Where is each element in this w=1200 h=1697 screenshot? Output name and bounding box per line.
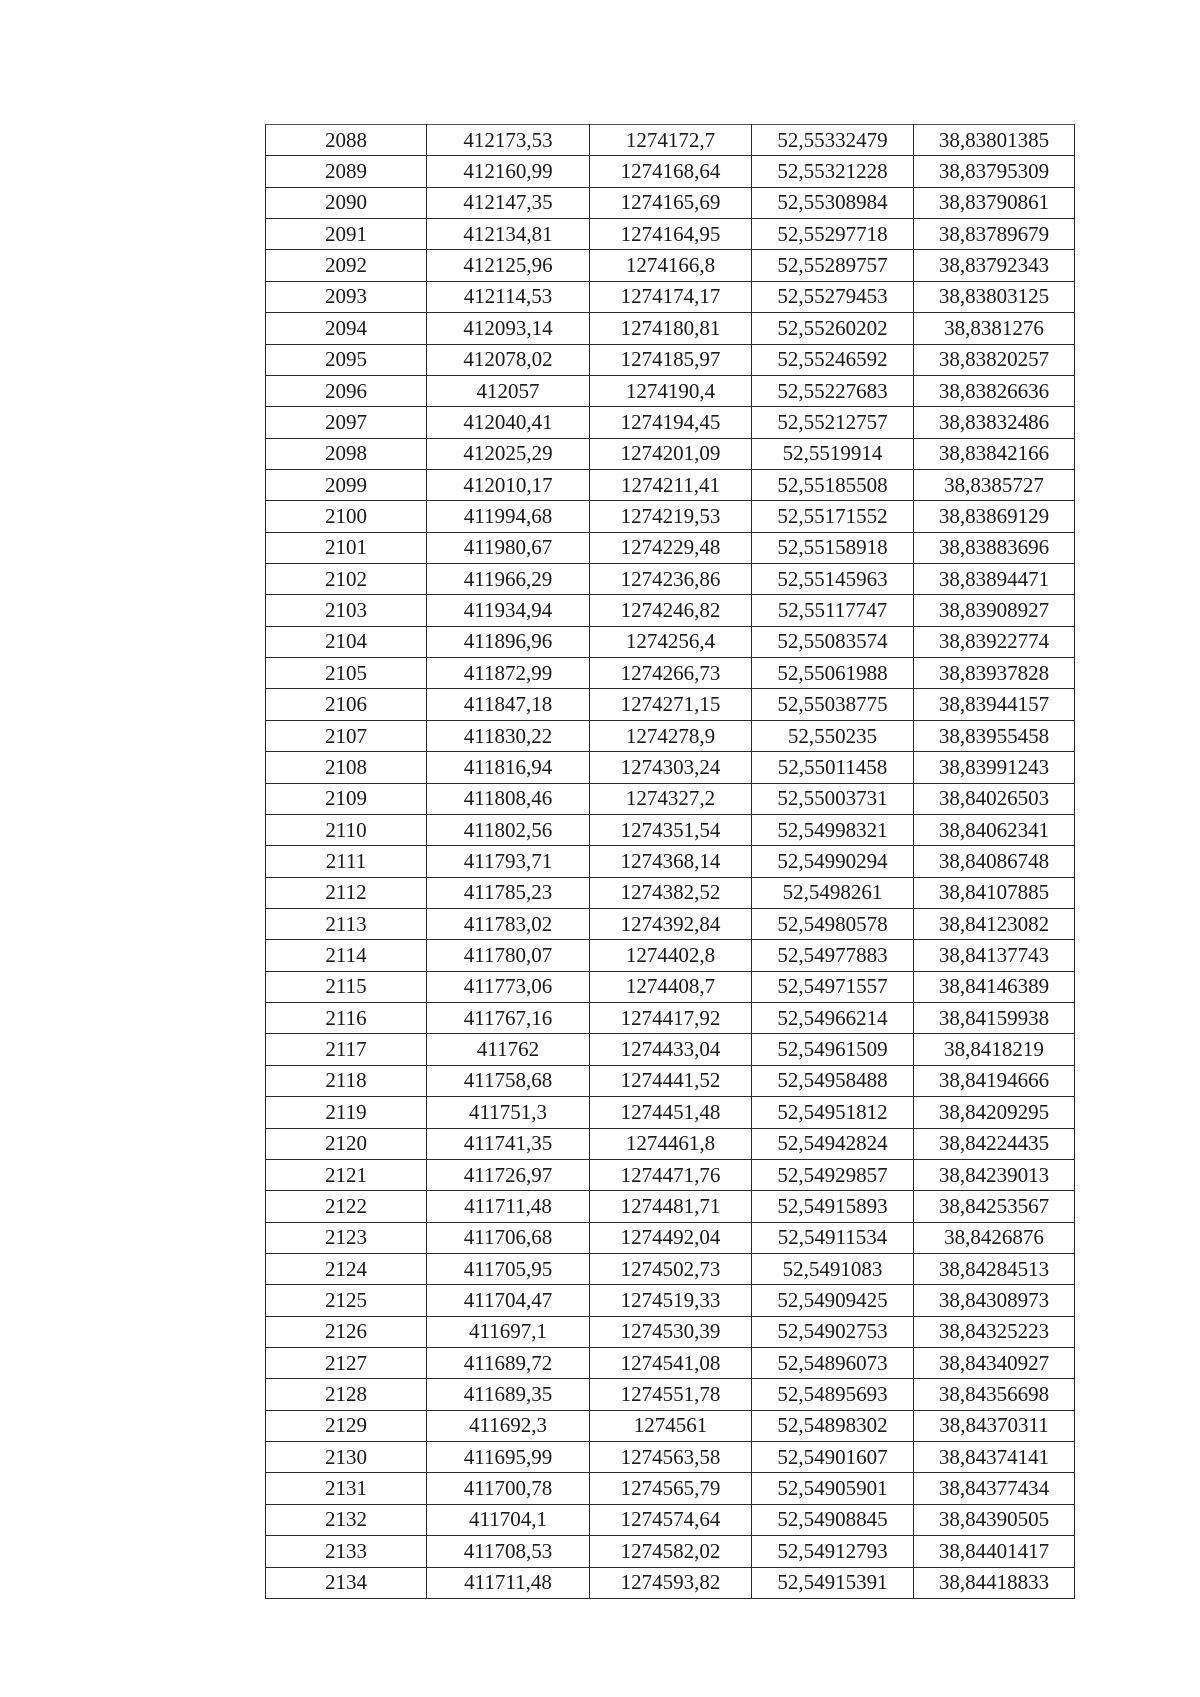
table-row (266, 971, 1075, 1002)
table-row (266, 783, 1075, 814)
x-coordinate-cell: 412173,53 (427, 125, 590, 156)
longitude-cell: 38,83937828 (914, 658, 1075, 689)
latitude-cell: 52,54977883 (752, 940, 914, 971)
table-row (266, 752, 1075, 783)
latitude-cell: 52,54966214 (752, 1003, 914, 1034)
latitude-cell: 52,54909425 (752, 1285, 914, 1316)
longitude-cell: 38,84370311 (914, 1410, 1075, 1441)
longitude-cell: 38,84390505 (914, 1504, 1075, 1535)
point-number-cell: 2101 (266, 532, 427, 563)
x-coordinate-cell: 411980,67 (427, 532, 590, 563)
table-row (266, 626, 1075, 657)
point-number-cell: 2105 (266, 658, 427, 689)
point-number-cell: 2119 (266, 1097, 427, 1128)
y-coordinate-cell: 1274593,82 (590, 1567, 752, 1598)
x-coordinate-cell: 411689,72 (427, 1348, 590, 1379)
x-coordinate-cell: 412093,14 (427, 313, 590, 344)
table-row (266, 1097, 1075, 1128)
longitude-cell: 38,84418833 (914, 1567, 1075, 1598)
point-number-cell: 2100 (266, 501, 427, 532)
y-coordinate-cell: 1274211,41 (590, 469, 752, 500)
point-number-cell: 2124 (266, 1253, 427, 1284)
longitude-cell: 38,84086748 (914, 846, 1075, 877)
longitude-cell: 38,83869129 (914, 501, 1075, 532)
point-number-cell: 2129 (266, 1410, 427, 1441)
longitude-cell: 38,83991243 (914, 752, 1075, 783)
table-row (266, 908, 1075, 939)
table-row (266, 1536, 1075, 1567)
point-number-cell: 2110 (266, 814, 427, 845)
latitude-cell: 52,55145963 (752, 564, 914, 595)
x-coordinate-cell: 411741,35 (427, 1128, 590, 1159)
point-number-cell: 2093 (266, 281, 427, 312)
y-coordinate-cell: 1274481,71 (590, 1191, 752, 1222)
latitude-cell: 52,55321228 (752, 156, 914, 187)
longitude-cell: 38,84026503 (914, 783, 1075, 814)
point-number-cell: 2090 (266, 187, 427, 218)
table-row (266, 1316, 1075, 1347)
y-coordinate-cell: 1274368,14 (590, 846, 752, 877)
y-coordinate-cell: 1274563,58 (590, 1442, 752, 1473)
table-row (266, 469, 1075, 500)
table-row (266, 125, 1075, 156)
y-coordinate-cell: 1274551,78 (590, 1379, 752, 1410)
point-number-cell: 2122 (266, 1191, 427, 1222)
longitude-cell: 38,83803125 (914, 281, 1075, 312)
table-row (266, 1379, 1075, 1410)
longitude-cell: 38,84356698 (914, 1379, 1075, 1410)
y-coordinate-cell: 1274417,92 (590, 1003, 752, 1034)
point-number-cell: 2114 (266, 940, 427, 971)
y-coordinate-cell: 1274451,48 (590, 1097, 752, 1128)
y-coordinate-cell: 1274256,4 (590, 626, 752, 657)
point-number-cell: 2096 (266, 375, 427, 406)
longitude-cell: 38,84209295 (914, 1097, 1075, 1128)
longitude-cell: 38,83894471 (914, 564, 1075, 595)
latitude-cell: 52,55185508 (752, 469, 914, 500)
longitude-cell: 38,8385727 (914, 469, 1075, 500)
x-coordinate-cell: 412147,35 (427, 187, 590, 218)
y-coordinate-cell: 1274165,69 (590, 187, 752, 218)
table-row (266, 281, 1075, 312)
latitude-cell: 52,55308984 (752, 187, 914, 218)
y-coordinate-cell: 1274492,04 (590, 1222, 752, 1253)
longitude-cell: 38,8381276 (914, 313, 1075, 344)
longitude-cell: 38,84224435 (914, 1128, 1075, 1159)
x-coordinate-cell: 411816,94 (427, 752, 590, 783)
y-coordinate-cell: 1274408,7 (590, 971, 752, 1002)
point-number-cell: 2113 (266, 908, 427, 939)
latitude-cell: 52,55038775 (752, 689, 914, 720)
x-coordinate-cell: 411706,68 (427, 1222, 590, 1253)
y-coordinate-cell: 1274519,33 (590, 1285, 752, 1316)
point-number-cell: 2103 (266, 595, 427, 626)
y-coordinate-cell: 1274351,54 (590, 814, 752, 845)
latitude-cell: 52,54908845 (752, 1504, 914, 1535)
x-coordinate-cell: 411994,68 (427, 501, 590, 532)
point-number-cell: 2121 (266, 1159, 427, 1190)
table-row (266, 344, 1075, 375)
latitude-cell: 52,54898302 (752, 1410, 914, 1441)
longitude-cell: 38,83842166 (914, 438, 1075, 469)
table-row (266, 407, 1075, 438)
x-coordinate-cell: 411830,22 (427, 720, 590, 751)
y-coordinate-cell: 1274229,48 (590, 532, 752, 563)
longitude-cell: 38,84308973 (914, 1285, 1075, 1316)
table-row (266, 1159, 1075, 1190)
longitude-cell: 38,84159938 (914, 1003, 1075, 1034)
point-number-cell: 2088 (266, 125, 427, 156)
latitude-cell: 52,5491083 (752, 1253, 914, 1284)
x-coordinate-cell: 411705,95 (427, 1253, 590, 1284)
latitude-cell: 52,55083574 (752, 626, 914, 657)
latitude-cell: 52,54895693 (752, 1379, 914, 1410)
longitude-cell: 38,83832486 (914, 407, 1075, 438)
y-coordinate-cell: 1274502,73 (590, 1253, 752, 1284)
latitude-cell: 52,54951812 (752, 1097, 914, 1128)
longitude-cell: 38,83789679 (914, 219, 1075, 250)
table-row (266, 1222, 1075, 1253)
longitude-cell: 38,84325223 (914, 1316, 1075, 1347)
table-row (266, 313, 1075, 344)
latitude-cell: 52,55003731 (752, 783, 914, 814)
y-coordinate-cell: 1274441,52 (590, 1065, 752, 1096)
coordinates-table (265, 124, 1075, 1599)
x-coordinate-cell: 411896,96 (427, 626, 590, 657)
point-number-cell: 2123 (266, 1222, 427, 1253)
x-coordinate-cell: 411934,94 (427, 595, 590, 626)
y-coordinate-cell: 1274190,4 (590, 375, 752, 406)
table-row (266, 156, 1075, 187)
x-coordinate-cell: 411783,02 (427, 908, 590, 939)
table-row (266, 877, 1075, 908)
y-coordinate-cell: 1274185,97 (590, 344, 752, 375)
y-coordinate-cell: 1274236,86 (590, 564, 752, 595)
table-row (266, 532, 1075, 563)
longitude-cell: 38,84284513 (914, 1253, 1075, 1284)
longitude-cell: 38,84374141 (914, 1442, 1075, 1473)
longitude-cell: 38,84062341 (914, 814, 1075, 845)
y-coordinate-cell: 1274172,7 (590, 125, 752, 156)
point-number-cell: 2132 (266, 1504, 427, 1535)
y-coordinate-cell: 1274201,09 (590, 438, 752, 469)
x-coordinate-cell: 411697,1 (427, 1316, 590, 1347)
point-number-cell: 2118 (266, 1065, 427, 1096)
x-coordinate-cell: 411695,99 (427, 1442, 590, 1473)
latitude-cell: 52,55297718 (752, 219, 914, 250)
x-coordinate-cell: 411758,68 (427, 1065, 590, 1096)
x-coordinate-cell: 411708,53 (427, 1536, 590, 1567)
x-coordinate-cell: 412010,17 (427, 469, 590, 500)
x-coordinate-cell: 411773,06 (427, 971, 590, 1002)
y-coordinate-cell: 1274266,73 (590, 658, 752, 689)
longitude-cell: 38,8426876 (914, 1222, 1075, 1253)
table-row (266, 1034, 1075, 1065)
longitude-cell: 38,84107885 (914, 877, 1075, 908)
latitude-cell: 52,55332479 (752, 125, 914, 156)
latitude-cell: 52,54929857 (752, 1159, 914, 1190)
latitude-cell: 52,54971557 (752, 971, 914, 1002)
point-number-cell: 2091 (266, 219, 427, 250)
point-number-cell: 2097 (266, 407, 427, 438)
y-coordinate-cell: 1274561 (590, 1410, 752, 1441)
longitude-cell: 38,83790861 (914, 187, 1075, 218)
x-coordinate-cell: 411700,78 (427, 1473, 590, 1504)
longitude-cell: 38,84194666 (914, 1065, 1075, 1096)
point-number-cell: 2125 (266, 1285, 427, 1316)
y-coordinate-cell: 1274194,45 (590, 407, 752, 438)
table-row (266, 1128, 1075, 1159)
point-number-cell: 2107 (266, 720, 427, 751)
y-coordinate-cell: 1274271,15 (590, 689, 752, 720)
x-coordinate-cell: 411689,35 (427, 1379, 590, 1410)
point-number-cell: 2098 (266, 438, 427, 469)
table-row (266, 501, 1075, 532)
table-row (266, 1348, 1075, 1379)
longitude-cell: 38,83795309 (914, 156, 1075, 187)
table-row (266, 1191, 1075, 1222)
table-row (266, 846, 1075, 877)
y-coordinate-cell: 1274327,2 (590, 783, 752, 814)
x-coordinate-cell: 411767,16 (427, 1003, 590, 1034)
longitude-cell: 38,84340927 (914, 1348, 1075, 1379)
table-row (266, 1065, 1075, 1096)
latitude-cell: 52,54980578 (752, 908, 914, 939)
x-coordinate-cell: 411704,47 (427, 1285, 590, 1316)
latitude-cell: 52,55260202 (752, 313, 914, 344)
x-coordinate-cell: 411802,56 (427, 814, 590, 845)
point-number-cell: 2133 (266, 1536, 427, 1567)
longitude-cell: 38,84377434 (914, 1473, 1075, 1504)
table-row (266, 658, 1075, 689)
longitude-cell: 38,83955458 (914, 720, 1075, 751)
table-row (266, 219, 1075, 250)
y-coordinate-cell: 1274461,8 (590, 1128, 752, 1159)
point-number-cell: 2106 (266, 689, 427, 720)
table-row (266, 1003, 1075, 1034)
y-coordinate-cell: 1274166,8 (590, 250, 752, 281)
point-number-cell: 2089 (266, 156, 427, 187)
longitude-cell: 38,83944157 (914, 689, 1075, 720)
point-number-cell: 2131 (266, 1473, 427, 1504)
x-coordinate-cell: 411762 (427, 1034, 590, 1065)
coordinates-table-body (266, 125, 1075, 1599)
latitude-cell: 52,54901607 (752, 1442, 914, 1473)
latitude-cell: 52,55227683 (752, 375, 914, 406)
longitude-cell: 38,84253567 (914, 1191, 1075, 1222)
point-number-cell: 2120 (266, 1128, 427, 1159)
latitude-cell: 52,55117747 (752, 595, 914, 626)
table-row (266, 1253, 1075, 1284)
longitude-cell: 38,83908927 (914, 595, 1075, 626)
y-coordinate-cell: 1274278,9 (590, 720, 752, 751)
x-coordinate-cell: 411808,46 (427, 783, 590, 814)
y-coordinate-cell: 1274565,79 (590, 1473, 752, 1504)
table-row (266, 1285, 1075, 1316)
point-number-cell: 2116 (266, 1003, 427, 1034)
x-coordinate-cell: 412040,41 (427, 407, 590, 438)
y-coordinate-cell: 1274382,52 (590, 877, 752, 908)
y-coordinate-cell: 1274303,24 (590, 752, 752, 783)
latitude-cell: 52,54961509 (752, 1034, 914, 1065)
point-number-cell: 2130 (266, 1442, 427, 1473)
y-coordinate-cell: 1274530,39 (590, 1316, 752, 1347)
table-row (266, 1442, 1075, 1473)
longitude-cell: 38,84146389 (914, 971, 1075, 1002)
y-coordinate-cell: 1274246,82 (590, 595, 752, 626)
x-coordinate-cell: 412057 (427, 375, 590, 406)
longitude-cell: 38,83922774 (914, 626, 1075, 657)
longitude-cell: 38,83820257 (914, 344, 1075, 375)
x-coordinate-cell: 412125,96 (427, 250, 590, 281)
latitude-cell: 52,550235 (752, 720, 914, 751)
point-number-cell: 2092 (266, 250, 427, 281)
table-row (266, 720, 1075, 751)
longitude-cell: 38,84137743 (914, 940, 1075, 971)
latitude-cell: 52,55011458 (752, 752, 914, 783)
table-row (266, 1504, 1075, 1535)
point-number-cell: 2112 (266, 877, 427, 908)
y-coordinate-cell: 1274433,04 (590, 1034, 752, 1065)
y-coordinate-cell: 1274541,08 (590, 1348, 752, 1379)
x-coordinate-cell: 411726,97 (427, 1159, 590, 1190)
point-number-cell: 2094 (266, 313, 427, 344)
x-coordinate-cell: 411711,48 (427, 1191, 590, 1222)
latitude-cell: 52,55158918 (752, 532, 914, 563)
latitude-cell: 52,55279453 (752, 281, 914, 312)
latitude-cell: 52,5498261 (752, 877, 914, 908)
y-coordinate-cell: 1274219,53 (590, 501, 752, 532)
y-coordinate-cell: 1274574,64 (590, 1504, 752, 1535)
y-coordinate-cell: 1274471,76 (590, 1159, 752, 1190)
latitude-cell: 52,5519914 (752, 438, 914, 469)
latitude-cell: 52,54958488 (752, 1065, 914, 1096)
x-coordinate-cell: 411704,1 (427, 1504, 590, 1535)
table-row (266, 689, 1075, 720)
y-coordinate-cell: 1274582,02 (590, 1536, 752, 1567)
longitude-cell: 38,84401417 (914, 1536, 1075, 1567)
point-number-cell: 2102 (266, 564, 427, 595)
table-row (266, 375, 1075, 406)
latitude-cell: 52,54990294 (752, 846, 914, 877)
longitude-cell: 38,83826636 (914, 375, 1075, 406)
table-row (266, 1567, 1075, 1598)
table-row (266, 1473, 1075, 1504)
point-number-cell: 2134 (266, 1567, 427, 1598)
y-coordinate-cell: 1274174,17 (590, 281, 752, 312)
x-coordinate-cell: 412160,99 (427, 156, 590, 187)
table-row (266, 564, 1075, 595)
x-coordinate-cell: 412078,02 (427, 344, 590, 375)
point-number-cell: 2108 (266, 752, 427, 783)
x-coordinate-cell: 411751,3 (427, 1097, 590, 1128)
latitude-cell: 52,55246592 (752, 344, 914, 375)
point-number-cell: 2111 (266, 846, 427, 877)
table-row (266, 940, 1075, 971)
latitude-cell: 52,54915893 (752, 1191, 914, 1222)
x-coordinate-cell: 411780,07 (427, 940, 590, 971)
point-number-cell: 2126 (266, 1316, 427, 1347)
y-coordinate-cell: 1274392,84 (590, 908, 752, 939)
point-number-cell: 2104 (266, 626, 427, 657)
x-coordinate-cell: 411785,23 (427, 877, 590, 908)
table-row (266, 187, 1075, 218)
y-coordinate-cell: 1274164,95 (590, 219, 752, 250)
table-row (266, 1410, 1075, 1441)
latitude-cell: 52,54942824 (752, 1128, 914, 1159)
latitude-cell: 52,55289757 (752, 250, 914, 281)
y-coordinate-cell: 1274168,64 (590, 156, 752, 187)
latitude-cell: 52,54915391 (752, 1567, 914, 1598)
longitude-cell: 38,83792343 (914, 250, 1075, 281)
table-row (266, 250, 1075, 281)
table-row (266, 438, 1075, 469)
longitude-cell: 38,84239013 (914, 1159, 1075, 1190)
point-number-cell: 2117 (266, 1034, 427, 1065)
latitude-cell: 52,54896073 (752, 1348, 914, 1379)
x-coordinate-cell: 411847,18 (427, 689, 590, 720)
x-coordinate-cell: 412114,53 (427, 281, 590, 312)
x-coordinate-cell: 412025,29 (427, 438, 590, 469)
point-number-cell: 2115 (266, 971, 427, 1002)
latitude-cell: 52,54912793 (752, 1536, 914, 1567)
x-coordinate-cell: 411872,99 (427, 658, 590, 689)
table-row (266, 814, 1075, 845)
latitude-cell: 52,55212757 (752, 407, 914, 438)
y-coordinate-cell: 1274180,81 (590, 313, 752, 344)
point-number-cell: 2095 (266, 344, 427, 375)
point-number-cell: 2099 (266, 469, 427, 500)
x-coordinate-cell: 411692,3 (427, 1410, 590, 1441)
point-number-cell: 2109 (266, 783, 427, 814)
x-coordinate-cell: 411711,48 (427, 1567, 590, 1598)
latitude-cell: 52,54905901 (752, 1473, 914, 1504)
table-row (266, 595, 1075, 626)
longitude-cell: 38,83801385 (914, 125, 1075, 156)
y-coordinate-cell: 1274402,8 (590, 940, 752, 971)
x-coordinate-cell: 411793,71 (427, 846, 590, 877)
x-coordinate-cell: 412134,81 (427, 219, 590, 250)
longitude-cell: 38,83883696 (914, 532, 1075, 563)
longitude-cell: 38,8418219 (914, 1034, 1075, 1065)
latitude-cell: 52,55171552 (752, 501, 914, 532)
latitude-cell: 52,54998321 (752, 814, 914, 845)
latitude-cell: 52,55061988 (752, 658, 914, 689)
point-number-cell: 2128 (266, 1379, 427, 1410)
latitude-cell: 52,54902753 (752, 1316, 914, 1347)
latitude-cell: 52,54911534 (752, 1222, 914, 1253)
point-number-cell: 2127 (266, 1348, 427, 1379)
longitude-cell: 38,84123082 (914, 908, 1075, 939)
x-coordinate-cell: 411966,29 (427, 564, 590, 595)
